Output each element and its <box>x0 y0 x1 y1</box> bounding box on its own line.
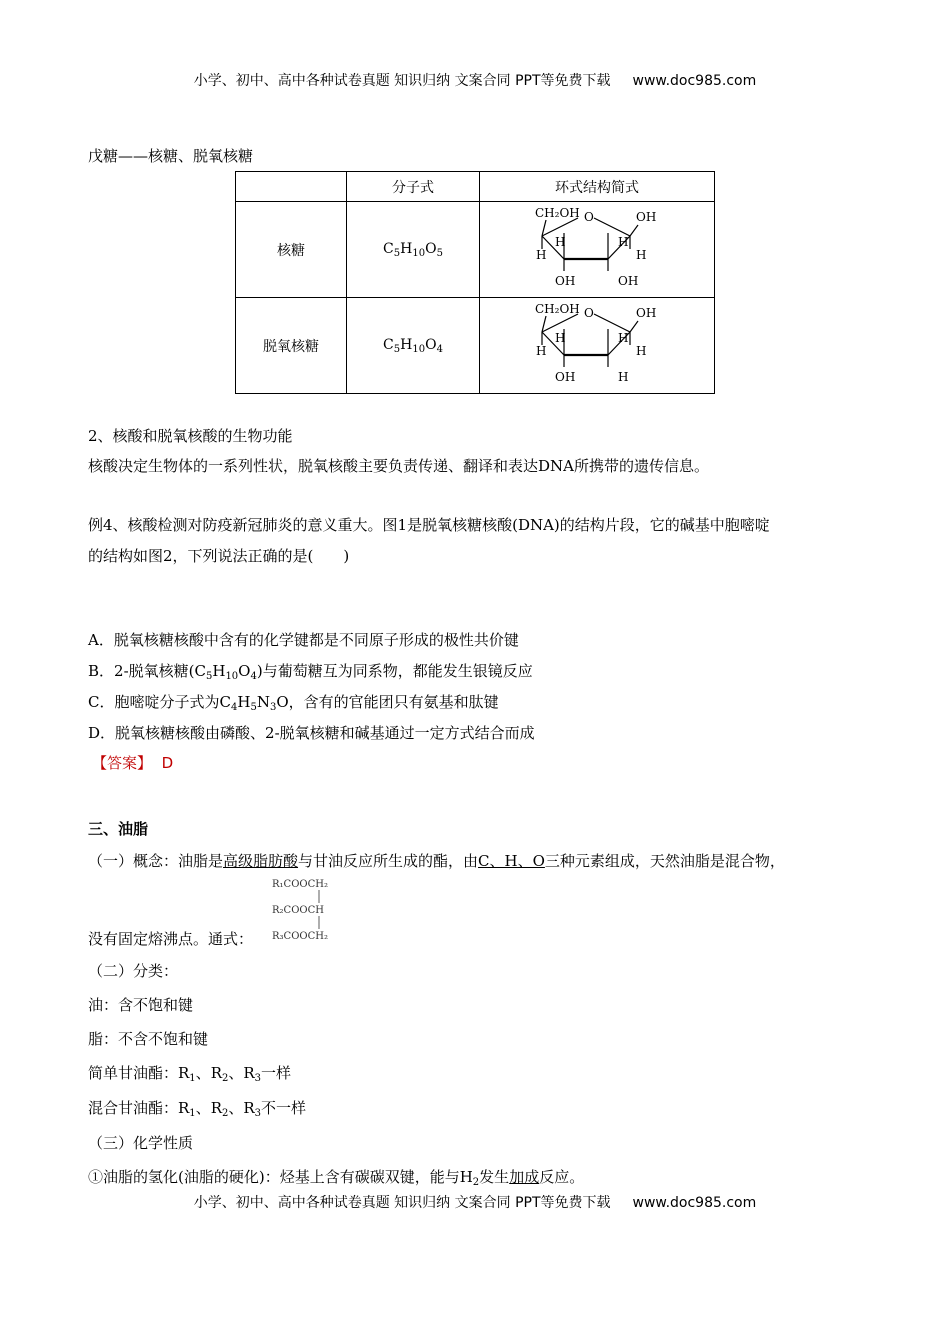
table-header-cell: 环式结构简式 <box>480 172 715 202</box>
example-line2: 的结构如图2，下列说法正确的是( ) <box>88 547 350 565</box>
example-line1: 例4、核酸检测对防疫新冠肺炎的意义重大。图1是脱氧核糖核酸(DNA)的结构片段，它的碱基中胞嘧啶 <box>88 516 770 534</box>
bottom-left-label: OH <box>555 273 576 288</box>
h-label: H <box>536 247 547 262</box>
h-label: H <box>555 234 566 249</box>
section2-title: 2、核酸和脱氧核酸的生物功能 <box>88 427 293 445</box>
oil-line: 油：含不饱和键 <box>88 996 194 1014</box>
sugar-name: 脱氧核糖 <box>236 298 347 394</box>
section2-body: 核酸决定生物体的一系列性状，脱氧核酸主要负责传递、翻译和表达DNA所携带的遗传信息。 <box>88 457 709 475</box>
option-b: B．2-脱氧核糖$(C_5H_{10}O_4)$与葡萄糖互为同系物，都能发生银镜反应 <box>88 662 533 682</box>
deoxyribose-structure-cell <box>480 298 715 394</box>
sugar-table <box>235 171 715 394</box>
h-label: H <box>636 343 647 358</box>
ch2oh-label: CH₂OH <box>535 301 580 316</box>
chemical-properties-title: （三）化学性质 <box>88 1134 194 1152</box>
section3-title: 三、油脂 <box>88 820 149 838</box>
fat-line: 脂：不含不饱和键 <box>88 1030 209 1048</box>
sugar-name: 核糖 <box>236 202 347 298</box>
table-header-row <box>236 172 715 202</box>
header-text: 小学、初中、高中各种试卷真题 知识归纳 文案合同 PPT等免费下载 <box>193 73 611 89</box>
footer-url[interactable]: www.doc985.com <box>632 1195 757 1211</box>
page-header <box>0 70 950 90</box>
mixed-glyceride-line: 混合甘油酯：$R_1$、$R_2$、$R_3$不一样 <box>88 1099 307 1119</box>
oh-top-label: OH <box>636 209 657 224</box>
ring-oxygen-label: O <box>584 305 594 320</box>
bottom-right-label: OH <box>618 273 639 288</box>
table-row <box>236 298 715 394</box>
footer-text: 小学、初中、高中各种试卷真题 知识归纳 文案合同 PPT等免费下载 <box>193 1195 611 1211</box>
ch2oh-label: CH₂OH <box>535 205 580 220</box>
h-label: H <box>618 330 629 345</box>
concept-line2: 没有固定熔沸点。通式： <box>88 930 254 948</box>
formula-line: R₃COOCH₂ <box>272 931 328 942</box>
table-row <box>236 202 715 298</box>
ribose-structure <box>480 203 714 297</box>
classification-title: （二）分类： <box>88 962 179 980</box>
answer-label: 【答案】 <box>92 754 153 772</box>
deoxyribose-structure <box>480 299 714 393</box>
bottom-right-label: H <box>618 369 629 384</box>
ribose-structure-cell <box>480 202 715 298</box>
hydrogenation-line: ①油脂的氢化(油脂的硬化)：烃基上含有碳碳双键，能与$H_2$发生加成反应。 <box>88 1168 585 1188</box>
formula-line: R₁COOCH₂ <box>272 879 328 890</box>
formula-line: R₂COOCH <box>272 905 324 916</box>
answer-value: D <box>161 754 174 772</box>
h-label: H <box>636 247 647 262</box>
h-label: H <box>555 330 566 345</box>
option-d: D．脱氧核糖核酸由磷酸、2-脱氧核糖和碱基通过一定方式结合而成 <box>88 724 535 742</box>
simple-glyceride-line: 简单甘油酯：$R_1$、$R_2$、$R_3$一样 <box>88 1064 292 1084</box>
option-a: A．脱氧核糖核酸中含有的化学键都是不同原子形成的极性共价键 <box>88 631 519 649</box>
sugar-formula: $C_5H_{10}O_4$ <box>347 298 480 394</box>
concept-line: （一）概念：油脂是高级脂肪酸与甘油反应所生成的酯，由C、H、O三种元素组成，天然油脂是混合物， <box>88 852 785 870</box>
answer <box>92 752 173 773</box>
page-footer <box>0 1192 950 1212</box>
table-header-cell <box>236 172 347 202</box>
h-label: H <box>536 343 547 358</box>
header-url[interactable]: www.doc985.com <box>632 73 757 89</box>
triglyceride-formula <box>272 876 362 950</box>
option-c: C．胞嘧啶分子式为$C_4H_5N_3O$，含有的官能团只有氨基和肽键 <box>88 693 499 713</box>
oh-top-label: OH <box>636 305 657 320</box>
sugar-formula: $C_5H_{10}O_5$ <box>347 202 480 298</box>
table-header-cell: 分子式 <box>347 172 480 202</box>
bottom-left-label: OH <box>555 369 576 384</box>
intro-line: 戊糖——核糖、脱氧核糖 <box>88 147 254 165</box>
ring-oxygen-label: O <box>584 209 594 224</box>
h-label: H <box>618 234 629 249</box>
